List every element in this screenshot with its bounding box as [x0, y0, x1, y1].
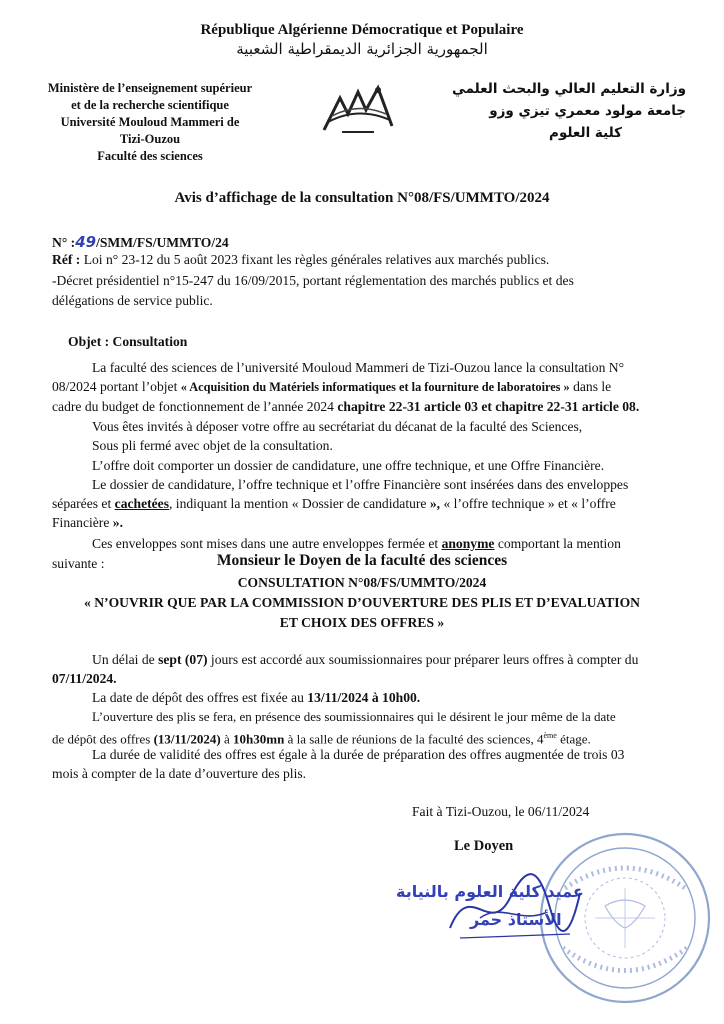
body-text: comportant la mention — [494, 536, 621, 551]
faculty-line-ar: كلية العلوم — [549, 125, 622, 141]
body-text: Ces enveloppes sont mises dans une autre enveloppes fermée et — [92, 536, 442, 551]
body-text: étage. — [556, 731, 591, 747]
body-line: La faculté des sciences de l’université Mouloud Mammeri de Tizi-Ouzou lance la consultation N° — [92, 360, 625, 375]
body-text: de dépôt des offres — [52, 731, 154, 747]
validity-line: La durée de validité des offres est égale à la durée de préparation des offres augmentée de trois 03 — [92, 747, 625, 762]
stamp-title: عميد كلية العلوم بالنيابة — [396, 882, 584, 901]
underlined-term: anonyme — [441, 536, 495, 551]
body-line — [52, 398, 678, 416]
consultation-object: « Acquisition du Matériels informatiques et la fourniture de laboratoires » — [180, 380, 570, 394]
body-line: L’offre doit comporter un dossier de candidature, une offre technique, et une Offre Financière. — [92, 458, 605, 473]
underlined-term: cachetées — [114, 496, 169, 511]
superscript: ème — [543, 731, 557, 740]
body-line: Vous êtes invités à déposer votre offre au secrétariat du décanat de la faculté des Sciences, — [92, 419, 583, 434]
ref-number-prefix: N° : — [52, 235, 76, 250]
body-text: La date de dépôt des offres est fixée au — [92, 690, 308, 705]
object-heading: Objet : Consultation — [68, 334, 188, 349]
ref-label: Réf : — [52, 252, 81, 267]
body-text: séparées et — [52, 496, 115, 511]
university-line: Tizi-Ouzou — [119, 132, 181, 146]
deposit-date: 13/11/2024 à 10h00. — [307, 690, 421, 705]
delay-start-date: 07/11/2024. — [52, 671, 117, 686]
body-text: à la salle de réunions de la faculté des sciences, 4 — [284, 731, 544, 747]
mention-warning: « N’OUVRIR QUE PAR LA COMMISSION D’OUVERTURE DES PLIS ET D’EVALUATION — [84, 595, 640, 610]
body-text: « l’offre technique » et « l’offre — [440, 496, 616, 511]
reference-law — [52, 251, 678, 269]
delay-line — [92, 651, 678, 669]
body-line: Le dossier de candidature, l’offre technique et l’offre Financière sont insérées dans des enveloppes — [92, 477, 629, 492]
reference-decree-line: -Décret présidentiel n°15-247 du 16/09/2015, portant réglementation des marchés publics et des — [52, 273, 574, 288]
university-logo — [318, 80, 398, 138]
handwritten-signature — [440, 868, 590, 948]
body-text: à — [220, 731, 234, 747]
body-line: Sous pli fermé avec objet de la consultation. — [92, 438, 333, 453]
opening-time: 10h30mn — [233, 731, 285, 747]
body-text: Financière — [52, 515, 113, 530]
ministry-line: et de la recherche scientifique — [71, 98, 229, 112]
body-text: cadre du budget de fonctionnement de l’année 2024 — [52, 399, 338, 414]
opening-date: (13/11/2024) — [153, 731, 221, 747]
body-text: 08/2024 portant l’objet — [52, 379, 181, 394]
ref-law-text: Loi n° 23-12 du 5 août 2023 fixant les règles générales relatives aux marchés publics. — [80, 252, 550, 267]
body-text: ». — [112, 515, 123, 530]
reference-number — [52, 233, 678, 252]
ministry-line: Ministère de l’enseignement supérieur — [47, 81, 253, 95]
reference-decree-line: délégations de service public. — [52, 293, 213, 308]
body-line: suivante : — [52, 556, 105, 571]
ministry-line-ar: وزارة التعليم العالي والبحث العلمي — [451, 81, 686, 97]
place-and-date: Fait à Tizi-Ouzou, le 06/11/2024 — [412, 804, 590, 819]
delay-days: sept (07) — [158, 652, 208, 667]
republic-title-ar: الجمهورية الجزائرية الديمقراطية الشعبية — [236, 40, 488, 58]
ministry-block-fr — [20, 80, 280, 165]
mention-warning: ET CHOIX DES OFFRES » — [279, 615, 445, 630]
body-text: Un délai de — [92, 652, 159, 667]
body-text: dans le — [569, 379, 612, 394]
body-text: jours est accordé aux soumissionnaires pour préparer leurs offres à compter du — [207, 652, 639, 667]
deposit-line — [92, 689, 678, 707]
body-line — [52, 378, 678, 396]
body-line — [52, 495, 678, 513]
mention-addressee: Monsieur le Doyen de la faculté des sciences — [216, 552, 508, 569]
body-text: , indiquant la mention « Dossier de candidature — [169, 496, 430, 511]
ministry-block-ar — [430, 78, 686, 144]
ref-number-suffix: /SMM/FS/UMMTO/24 — [96, 235, 229, 250]
validity-line: mois à compter de la date d’ouverture des plis. — [52, 766, 307, 781]
stamp-name: الأستاذ حمر — [470, 910, 562, 929]
body-line — [92, 535, 678, 553]
mention-reference: CONSULTATION N°08/FS/UMMTO/2024 — [237, 575, 487, 590]
faculty-line: Faculté des sciences — [97, 149, 203, 163]
university-line: Université Mouloud Mammeri de — [60, 115, 240, 129]
budget-chapters: chapitre 22-31 article 03 et chapitre 22-31 article 08. — [337, 399, 640, 414]
notice-title: Avis d’affichage de la consultation N°08/FS/UMMTO/2024 — [174, 190, 550, 206]
body-line — [52, 514, 678, 532]
opening-line: L’ouverture des plis se fera, en présence des soumissionnaires qui le désirent le jour même de la date — [92, 709, 616, 724]
signatory-title: Le Doyen — [454, 838, 514, 854]
handwritten-number: 49 — [75, 233, 97, 251]
university-line-ar: جامعة مولود معمري تيزي وزو — [489, 103, 686, 119]
body-text: », — [429, 496, 441, 511]
republic-title-fr: République Algérienne Démocratique et Populaire — [200, 22, 524, 38]
